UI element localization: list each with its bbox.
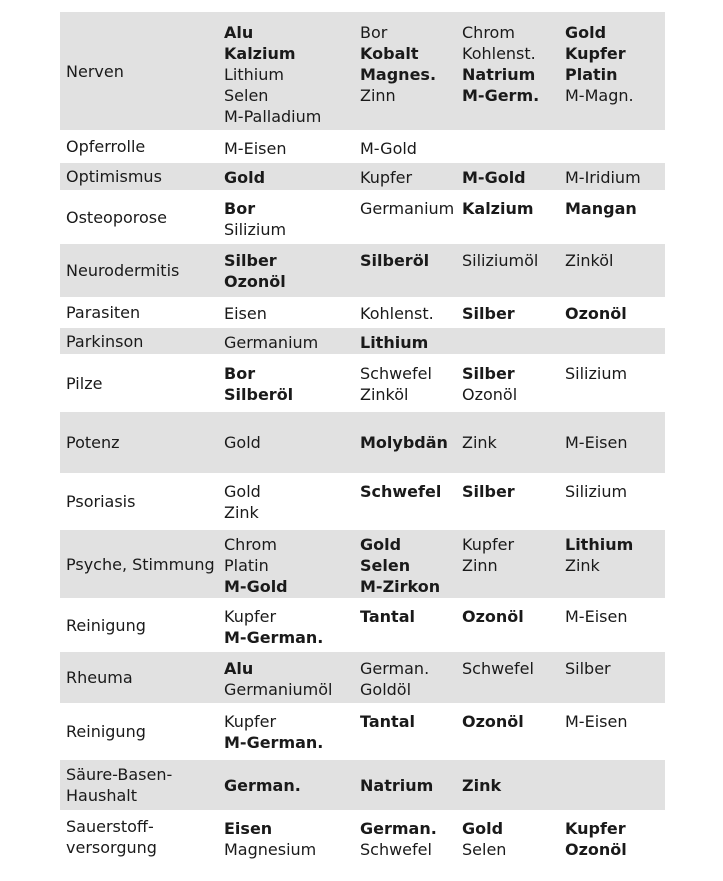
- remedy-item: Eisen: [224, 819, 273, 838]
- condition-label: Rheuma: [60, 651, 220, 704]
- table-row: [60, 411, 665, 474]
- condition-label: Parkinson: [60, 327, 220, 355]
- remedy-item: M-Magn.: [565, 86, 634, 105]
- remedy-item: Silber: [462, 482, 515, 501]
- table-row: [60, 474, 665, 529]
- remedy-item: Goldöl: [360, 680, 412, 699]
- remedy-item: M-Eisen: [565, 433, 628, 452]
- condition-label: Sauerstoff-versorgung: [60, 811, 220, 863]
- remedy-item: Kupfer: [565, 819, 626, 838]
- remedy-item: Zink: [462, 433, 497, 452]
- remedy-item: Gold: [224, 433, 261, 452]
- remedy-cell: [458, 191, 561, 243]
- condition-label: Neurodermitis: [60, 243, 220, 298]
- remedy-item: Silizium: [224, 220, 287, 239]
- remedy-cell: [220, 651, 356, 704]
- remedy-cell: [458, 131, 561, 162]
- remedy-item: Chrom: [224, 535, 277, 554]
- remedy-cell: [356, 131, 458, 162]
- remedy-item: M-Eisen: [224, 139, 287, 158]
- remedy-item: M-Eisen: [565, 607, 628, 626]
- remedy-item: Bor: [360, 23, 388, 42]
- table-row: [60, 759, 665, 811]
- remedy-item: Zinn: [462, 556, 498, 575]
- remedy-table: [60, 12, 665, 864]
- remedy-item: Kupfer: [565, 44, 626, 63]
- remedy-item: Ozonöl: [565, 840, 627, 859]
- remedy-cell: [356, 811, 458, 863]
- remedy-cell: [561, 355, 665, 411]
- table-row: [60, 131, 665, 162]
- remedy-item: Natrium: [462, 65, 536, 84]
- remedy-item: M-German.: [224, 628, 324, 647]
- remedy-item: German.: [360, 819, 437, 838]
- remedy-item: Kalzium: [224, 44, 296, 63]
- remedy-item: German.: [224, 775, 301, 795]
- remedy-cell: [561, 191, 665, 243]
- remedy-cell: [458, 474, 561, 529]
- remedy-item: Tantal: [360, 607, 415, 626]
- remedy-cell: [561, 243, 665, 298]
- remedy-item: Gold: [565, 23, 607, 42]
- remedy-item: Selen: [224, 86, 269, 105]
- remedy-cell: [458, 298, 561, 327]
- table-row: [60, 355, 665, 411]
- remedy-cell: [356, 704, 458, 759]
- remedy-cell: [561, 759, 665, 811]
- condition-label: Nerven: [60, 12, 220, 131]
- remedy-cell: [220, 529, 356, 599]
- remedy-item: Schwefel: [360, 364, 432, 383]
- remedy-item: Silber: [565, 659, 611, 678]
- remedy-item: Molybdän: [360, 433, 448, 452]
- table-row: [60, 704, 665, 759]
- remedy-cell: [561, 411, 665, 474]
- remedy-cell: [356, 474, 458, 529]
- remedy-item: Zinköl: [565, 251, 614, 270]
- remedy-item: Chrom: [462, 23, 515, 42]
- condition-label: Optimismus: [60, 162, 220, 191]
- table-row: [60, 12, 665, 131]
- remedy-item: Schwefel: [360, 482, 442, 501]
- remedy-cell: [458, 12, 561, 131]
- condition-label: Reinigung: [60, 599, 220, 651]
- remedy-item: Ozonöl: [565, 304, 627, 323]
- remedy-cell: [220, 243, 356, 298]
- table-row: [60, 162, 665, 191]
- remedy-item: Magnesium: [224, 840, 317, 859]
- remedy-cell: [458, 243, 561, 298]
- table-row: [60, 298, 665, 327]
- remedy-cell: [561, 298, 665, 327]
- remedy-cell: [356, 529, 458, 599]
- condition-label: Psoriasis: [60, 474, 220, 529]
- remedy-cell: [220, 12, 356, 131]
- table-row: [60, 529, 665, 599]
- remedy-item: Zinn: [360, 86, 396, 105]
- remedy-cell: [458, 411, 561, 474]
- remedy-item: M-Gold: [224, 577, 288, 596]
- remedy-cell: [561, 474, 665, 529]
- remedy-cell: [356, 759, 458, 811]
- remedy-item: Silber: [224, 251, 277, 270]
- remedy-item: Kalzium: [462, 199, 534, 218]
- remedy-item: Lithium: [224, 65, 284, 84]
- remedy-item: Kohlenst.: [360, 304, 434, 323]
- remedy-cell: [220, 162, 356, 191]
- condition-label: Pilze: [60, 355, 220, 411]
- remedy-cell: [356, 411, 458, 474]
- remedy-item: Ozonöl: [462, 607, 524, 626]
- remedy-item: Kobalt: [360, 44, 419, 63]
- table-row: [60, 651, 665, 704]
- remedy-item: Alu: [224, 23, 254, 42]
- remedy-item: Schwefel: [462, 659, 534, 678]
- table-row: [60, 811, 665, 863]
- remedy-cell: [458, 162, 561, 191]
- remedy-item: Lithium: [360, 333, 429, 352]
- remedy-cell: [220, 298, 356, 327]
- remedy-item: Ozonöl: [462, 712, 524, 731]
- remedy-item: Alu: [224, 659, 254, 678]
- remedy-item: Kupfer: [360, 168, 413, 187]
- remedy-cell: [220, 811, 356, 863]
- remedy-cell: [458, 759, 561, 811]
- remedy-cell: [561, 529, 665, 599]
- remedy-item: Kupfer: [224, 607, 277, 626]
- remedy-cell: [220, 759, 356, 811]
- remedy-item: Silber: [462, 364, 515, 383]
- remedy-item: Gold: [224, 482, 261, 501]
- remedy-cell: [220, 327, 356, 355]
- remedy-cell: [356, 243, 458, 298]
- remedy-cell: [561, 12, 665, 131]
- remedy-item: M-Eisen: [565, 712, 628, 731]
- remedy-item: Gold: [360, 535, 402, 554]
- condition-label: Psyche, Stimmung: [60, 529, 220, 599]
- remedy-cell: [561, 327, 665, 355]
- remedy-cell: [561, 162, 665, 191]
- remedy-item: Silizium: [565, 364, 628, 383]
- remedy-item: Ozonöl: [224, 272, 286, 291]
- remedy-cell: [220, 355, 356, 411]
- remedy-item: Schwefel: [360, 840, 432, 859]
- remedy-cell: [561, 811, 665, 863]
- remedy-item: Siliziumöl: [462, 251, 539, 270]
- remedy-cell: [220, 131, 356, 162]
- remedy-item: Mangan: [565, 199, 637, 218]
- remedy-cell: [356, 12, 458, 131]
- remedy-item: Magnes.: [360, 65, 437, 84]
- remedy-cell: [356, 327, 458, 355]
- remedy-item: Germanium: [360, 199, 455, 218]
- remedy-cell: [458, 355, 561, 411]
- remedy-cell: [356, 162, 458, 191]
- condition-label: Potenz: [60, 411, 220, 474]
- remedy-item: Selen: [360, 556, 411, 575]
- remedy-item: Lithium: [565, 535, 634, 554]
- remedy-cell: [356, 651, 458, 704]
- remedy-cell: [356, 191, 458, 243]
- remedy-table-body: [60, 12, 665, 863]
- remedy-item: Silberöl: [224, 385, 294, 404]
- remedy-cell: [356, 355, 458, 411]
- remedy-cell: [220, 474, 356, 529]
- remedy-item: Bor: [224, 199, 256, 218]
- remedy-cell: [458, 599, 561, 651]
- remedy-item: Gold: [462, 819, 504, 838]
- remedy-item: Kupfer: [462, 535, 515, 554]
- remedy-item: German.: [360, 659, 430, 678]
- remedy-cell: [458, 529, 561, 599]
- remedy-item: Germaniumöl: [224, 680, 333, 699]
- remedy-cell: [561, 704, 665, 759]
- remedy-item: Silber: [462, 304, 515, 323]
- remedy-cell: [561, 651, 665, 704]
- remedy-item: M-Germ.: [462, 86, 540, 105]
- condition-label: Parasiten: [60, 298, 220, 327]
- remedy-cell: [220, 599, 356, 651]
- remedy-item: Tantal: [360, 712, 415, 731]
- table-row: [60, 599, 665, 651]
- remedy-item: Kohlenst.: [462, 44, 536, 63]
- remedy-item: Zink: [565, 556, 600, 575]
- condition-label: Reinigung: [60, 704, 220, 759]
- remedy-cell: [458, 327, 561, 355]
- remedy-item: Platin: [224, 556, 269, 575]
- remedy-cell: [356, 599, 458, 651]
- remedy-cell: [356, 298, 458, 327]
- remedy-item: Zink: [224, 503, 259, 522]
- remedy-item: M-Gold: [360, 139, 417, 158]
- remedy-item: Gold: [224, 168, 266, 187]
- remedy-item: Bor: [224, 364, 256, 383]
- table-row: [60, 327, 665, 355]
- condition-label: Opferrolle: [60, 131, 220, 162]
- remedy-cell: [220, 704, 356, 759]
- remedy-item: Silberöl: [360, 251, 430, 270]
- remedy-item: Kupfer: [224, 712, 277, 731]
- remedy-item: Germanium: [224, 333, 319, 352]
- remedy-item: Zink: [462, 775, 502, 795]
- remedy-cell: [220, 411, 356, 474]
- remedy-cell: [561, 131, 665, 162]
- condition-label: Säure-Basen-Haushalt: [60, 759, 220, 811]
- remedy-item: Platin: [565, 65, 618, 84]
- remedy-cell: [458, 704, 561, 759]
- remedy-cell: [458, 651, 561, 704]
- table-row: [60, 191, 665, 243]
- remedy-cell: [561, 599, 665, 651]
- remedy-item: M-Zirkon: [360, 577, 441, 596]
- remedy-item: Natrium: [360, 775, 434, 795]
- remedy-item: Zinköl: [360, 385, 409, 404]
- condition-label: Osteoporose: [60, 191, 220, 243]
- remedy-item: Selen: [462, 840, 507, 859]
- remedy-item: M-Iridium: [565, 168, 641, 187]
- remedy-cell: [458, 811, 561, 863]
- remedy-cell: [220, 191, 356, 243]
- remedy-item: Ozonöl: [462, 385, 518, 404]
- remedy-item: M-Gold: [462, 168, 526, 187]
- remedy-item: Eisen: [224, 304, 267, 323]
- remedy-item: Silizium: [565, 482, 628, 501]
- table-row: [60, 243, 665, 298]
- remedy-item: M-Palladium: [224, 107, 322, 126]
- remedy-item: M-German.: [224, 733, 324, 752]
